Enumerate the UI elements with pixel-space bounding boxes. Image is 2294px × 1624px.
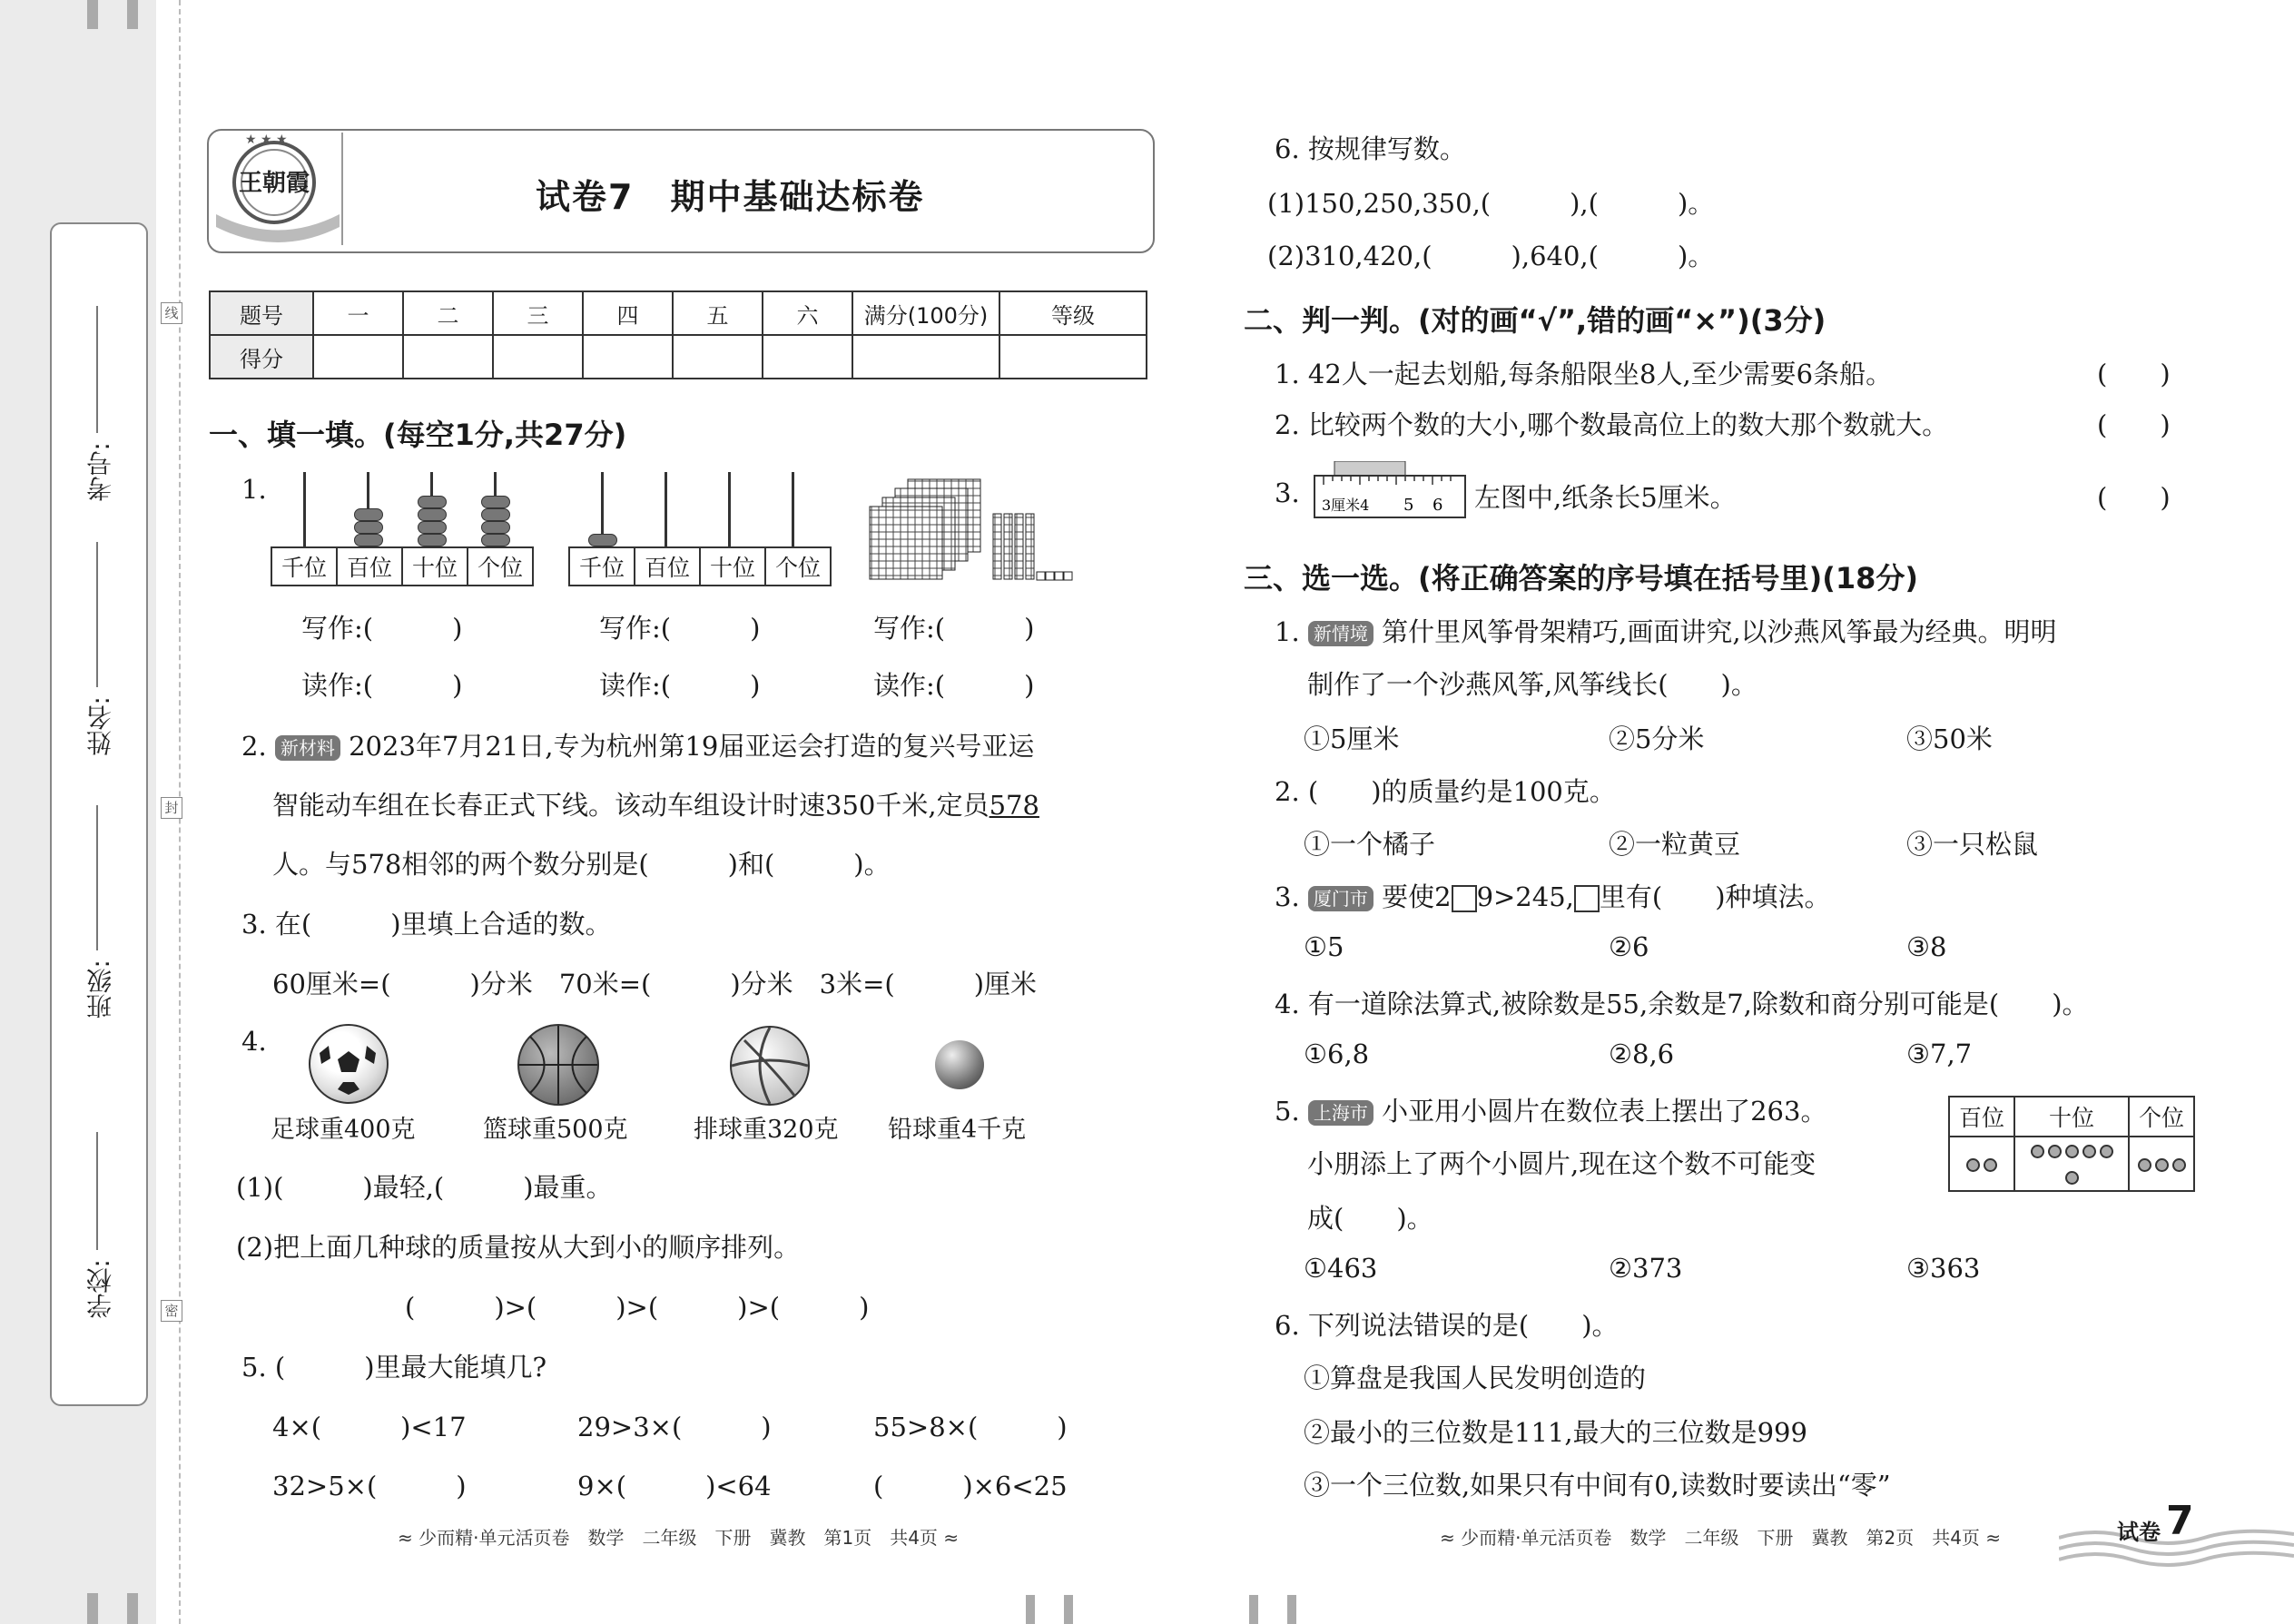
q2 xyxy=(241,726,1034,763)
abacus-1-label: 个位 xyxy=(477,555,523,581)
score-header-row xyxy=(210,291,1147,335)
score-header: 等级 xyxy=(999,291,1147,335)
score-cell[interactable] xyxy=(852,335,999,379)
bottom-stub-3 xyxy=(1026,1595,1035,1624)
top-stub-1 xyxy=(87,0,98,29)
judge-item-3: 左图中,纸条长5厘米。 xyxy=(1474,482,1737,513)
q2-line2 xyxy=(272,785,1039,822)
svg-text:★ ★ ★: ★ ★ ★ xyxy=(245,133,288,147)
choice-option[interactable]: ①6,8 xyxy=(1304,1038,1370,1069)
q1-write-2[interactable]: 写作:( ) xyxy=(599,613,761,644)
blank-box xyxy=(1574,885,1600,912)
choice-option[interactable]: ②6 xyxy=(1609,931,1649,962)
exam-title: 试卷7 期中基础达标卷 xyxy=(536,177,925,217)
q2-underlined-number: 578 xyxy=(989,790,1039,821)
abacus-1-label: 十位 xyxy=(403,548,468,585)
q3-text: 在( )里填上合适的数。 xyxy=(274,909,612,940)
q5-item[interactable]: ( )×6<25 xyxy=(873,1471,1068,1501)
q1-read-3[interactable]: 读作:( ) xyxy=(873,670,1035,701)
score-header: 四 xyxy=(583,291,673,335)
score-cell[interactable] xyxy=(999,335,1147,379)
ball-label-soccer: 足球重400克 xyxy=(271,1116,416,1144)
choice-option[interactable]: ③8 xyxy=(1906,931,1947,962)
section-1-title: 一、填一填。(每空1分,共27分) xyxy=(209,418,627,452)
choice-q3-text-a: 要使2 xyxy=(1382,881,1452,912)
score-header: 题号 xyxy=(210,291,313,335)
score-cell[interactable] xyxy=(403,335,493,379)
abacus-1-label: 百位 xyxy=(338,548,403,585)
score-cell[interactable] xyxy=(493,335,583,379)
name-line[interactable] xyxy=(96,542,98,687)
q4-number: 4. xyxy=(241,1026,267,1057)
cut-mark-seal: 封 xyxy=(161,797,182,819)
choice-option[interactable]: ①463 xyxy=(1304,1253,1378,1284)
choice-option[interactable]: ①一个橘子 xyxy=(1304,829,1436,860)
choice-q4[interactable]: 4. 有一道除法算式,被除数是55,余数是7,除数和商分别可能是( )。 xyxy=(1275,989,2089,1019)
choice-option[interactable]: ①算盘是我国人民发明创造的 xyxy=(1304,1363,1647,1393)
ball-label-volleyball: 排球重320克 xyxy=(694,1116,839,1144)
footer-right: ≈ 少而精·单元活页卷 数学 二年级 下册 冀教 第2页 共4页 ≈ xyxy=(1440,1527,2002,1549)
ruler-label: 6 xyxy=(1433,496,1443,515)
q1-write-1[interactable]: 写作:( ) xyxy=(301,613,463,644)
top-stub-2 xyxy=(127,0,138,29)
bottom-stub-1 xyxy=(87,1593,98,1624)
choice-option[interactable]: ①5厘米 xyxy=(1304,723,1400,754)
bottom-stub-4 xyxy=(1064,1595,1073,1624)
judge-answer-1[interactable]: ( ) xyxy=(2097,359,2171,389)
bottom-stub-5 xyxy=(1249,1595,1258,1624)
score-header: 一 xyxy=(313,291,403,335)
abacus-2-label: 千位 xyxy=(570,548,635,585)
choice-q3-text-c: 里有( )种填法。 xyxy=(1599,881,1831,912)
q5 xyxy=(241,1347,546,1384)
score-cell[interactable] xyxy=(763,335,852,379)
student-info-box xyxy=(50,222,148,1406)
q2-line3[interactable]: 人。与578相邻的两个数分别是( )和( )。 xyxy=(272,849,891,880)
hundreds-dots xyxy=(1949,1137,2014,1191)
choice-q1-number: 1. xyxy=(1275,616,1300,647)
logo-text: 王朝霞 xyxy=(238,170,310,197)
place-value-header: 十位 xyxy=(2014,1097,2129,1137)
place-value-header: 个位 xyxy=(2129,1097,2194,1137)
q1-number: 1. xyxy=(241,474,267,505)
abacus-2 xyxy=(568,472,827,586)
abacus-2-label: 百位 xyxy=(635,548,701,585)
q5-text: ( )里最大能填几? xyxy=(274,1352,547,1383)
q4-sub2: (2)把上面几种球的质量按从大到小的顺序排列。 xyxy=(236,1232,801,1263)
ruler-label: 3厘米4 xyxy=(1322,497,1370,514)
basketball-image xyxy=(517,1024,599,1106)
score-header: 三 xyxy=(493,291,583,335)
abacus-2-label: 十位 xyxy=(701,548,766,585)
choice-q1-badge: 新情境 xyxy=(1308,621,1373,646)
abacus-1 xyxy=(271,472,529,586)
score-header: 六 xyxy=(763,291,852,335)
choice-option[interactable]: ③一个三位数,如果只有中间有0,读数时要读出“零” xyxy=(1304,1470,1891,1501)
score-header: 五 xyxy=(673,291,763,335)
q5-item[interactable]: 55>8×( ) xyxy=(873,1412,1068,1442)
exam-number-line[interactable] xyxy=(96,306,98,433)
shot-put-image xyxy=(935,1040,984,1089)
choice-option[interactable]: ③363 xyxy=(1906,1253,1981,1284)
choice-q6[interactable]: 6. 下列说法错误的是( )。 xyxy=(1275,1310,1619,1341)
judge-answer-2[interactable]: ( ) xyxy=(2097,409,2171,440)
judge-item-2: 2. 比较两个数的大小,哪个数最高位上的数大那个数就大。 xyxy=(1275,409,1949,440)
q2-line1: 2023年7月21日,专为杭州第19届亚运会打造的复兴号亚运 xyxy=(349,731,1035,762)
page-label: 试卷 xyxy=(2117,1520,2161,1545)
q6-text: 6. 按规律写数。 xyxy=(1275,133,1466,164)
cut-mark-line: 线 xyxy=(161,302,182,324)
ball-label-basketball: 篮球重500克 xyxy=(483,1116,628,1144)
choice-q5-badge: 上海市 xyxy=(1308,1100,1373,1126)
judge-answer-3[interactable]: ( ) xyxy=(2097,482,2171,513)
choice-q1-line1: 第什里风筝骨架精巧,画面讲究,以沙燕风筝最为经典。明明 xyxy=(1382,616,2057,647)
q5-item[interactable]: 32>5×( ) xyxy=(272,1471,467,1501)
choice-q1 xyxy=(1275,612,2057,649)
q1-read-2[interactable]: 读作:( ) xyxy=(599,670,761,701)
choice-q3-badge: 厦门市 xyxy=(1308,886,1373,911)
score-cell[interactable] xyxy=(673,335,763,379)
name-label: 姓名: xyxy=(85,696,115,756)
cut-mark-secret: 密 xyxy=(161,1300,182,1322)
q6-sub1[interactable]: (1)150,250,350,( ),( )。 xyxy=(1267,188,1715,219)
footer-left: ≈ 少而精·单元活页卷 数学 二年级 下册 冀教 第1页 共4页 ≈ xyxy=(398,1527,960,1549)
blank-box[interactable] xyxy=(1452,885,1477,912)
q3-number: 3. xyxy=(241,909,267,940)
q1-read-1[interactable]: 读作:( ) xyxy=(301,670,463,701)
score-row-label: 得分 xyxy=(210,335,313,379)
place-value-header: 百位 xyxy=(1949,1097,2014,1137)
page-number: 7 xyxy=(2166,1498,2194,1544)
choice-option[interactable]: ②最小的三位数是111,最大的三位数是999 xyxy=(1304,1417,1807,1448)
ball-label-shot-put: 铅球重4千克 xyxy=(888,1116,1027,1144)
q2-badge: 新材料 xyxy=(275,735,340,761)
choice-option[interactable]: ③50米 xyxy=(1906,723,1993,754)
class-line[interactable] xyxy=(96,805,98,950)
score-table xyxy=(209,290,1147,379)
choice-q5-line1: 小亚用小圆片在数位表上摆出了263。 xyxy=(1382,1096,1827,1127)
ruler-image xyxy=(1313,461,1467,521)
judge-item-3-number: 3. xyxy=(1275,477,1300,508)
brand-logo xyxy=(211,133,345,245)
q5-item[interactable]: 9×( )<64 xyxy=(577,1471,772,1501)
score-cell[interactable] xyxy=(313,335,403,379)
choice-q5 xyxy=(1275,1091,1826,1128)
abacus-2-label: 个位 xyxy=(774,555,821,581)
judge-item-1: 1. 42人一起去划船,每条船限坐8人,至少需要6条船。 xyxy=(1275,359,1893,389)
choice-option[interactable]: ②373 xyxy=(1609,1253,1683,1284)
choice-q3 xyxy=(1275,877,1831,914)
volleyball-image xyxy=(730,1026,810,1106)
ruler-label: 5 xyxy=(1403,496,1414,515)
section-3-title: 三、选一选。(将正确答案的序号填在括号里)(18分) xyxy=(1244,561,1919,595)
q4-order[interactable]: ( )>( )>( )>( ) xyxy=(405,1292,870,1323)
ones-dots xyxy=(2129,1137,2194,1191)
q1-write-3[interactable]: 写作:( ) xyxy=(873,613,1035,644)
bottom-stub-2 xyxy=(127,1593,138,1624)
score-header: 满分(100分) xyxy=(852,291,999,335)
q6-sub2[interactable]: (2)310,420,( ),640,( )。 xyxy=(1267,241,1715,271)
choice-q1-line2[interactable]: 制作了一个沙燕风筝,风筝线长( )。 xyxy=(1307,669,1757,700)
soccer-ball-image xyxy=(309,1024,389,1104)
choice-option[interactable]: ③一只松鼠 xyxy=(1906,829,2039,860)
choice-q2[interactable]: 2. ( )的质量约是100克。 xyxy=(1275,776,1616,807)
q2-number: 2. xyxy=(241,731,267,762)
score-row xyxy=(210,335,1147,379)
class-label: 班级: xyxy=(85,960,115,1019)
q2-line2-text: 智能动车组在长春正式下线。该动车组设计时速350千米,定员 xyxy=(272,790,989,821)
q3-conversions[interactable]: 60厘米=( )分米 70米=( )分米 3米=( )厘米 xyxy=(272,969,1038,999)
q5-number: 5. xyxy=(241,1352,267,1383)
q5-item[interactable]: 4×( )<17 xyxy=(272,1412,467,1442)
choice-q5-number: 5. xyxy=(1275,1096,1300,1127)
choice-q5-line3[interactable]: 成( )。 xyxy=(1307,1203,1433,1234)
choice-option[interactable]: ③7,7 xyxy=(1906,1038,1973,1069)
choice-option[interactable]: ②5分米 xyxy=(1609,723,1705,754)
choice-q5-line2: 小朋添上了两个小圆片,现在这个数不可能变 xyxy=(1307,1148,1816,1179)
bottom-stub-6 xyxy=(1287,1595,1296,1624)
choice-q3-text-b: 9>245, xyxy=(1476,881,1574,912)
score-header: 二 xyxy=(403,291,493,335)
choice-q3-number: 3. xyxy=(1275,881,1300,912)
exam-number-label: 考号: xyxy=(85,442,115,502)
abacus-1-label: 千位 xyxy=(272,548,338,585)
score-cell[interactable] xyxy=(583,335,673,379)
q4-sub1[interactable]: (1)( )最轻,( )最重。 xyxy=(236,1172,613,1203)
title-divider xyxy=(341,133,343,245)
base-ten-blocks-image xyxy=(857,474,1084,590)
section-2-title: 二、判一判。(对的画“√”,错的画“×”)(3分) xyxy=(1244,303,1826,338)
school-line[interactable] xyxy=(96,1132,98,1250)
choice-option[interactable]: ②一粒黄豆 xyxy=(1609,829,1741,860)
choice-option[interactable]: ①5 xyxy=(1304,931,1344,962)
q5-item[interactable]: 29>3×( ) xyxy=(577,1412,772,1442)
place-value-table xyxy=(1948,1096,2195,1192)
school-label: 学校: xyxy=(85,1259,115,1319)
choice-option[interactable]: ②8,6 xyxy=(1609,1038,1675,1069)
tens-dots xyxy=(2014,1137,2129,1191)
q3 xyxy=(241,904,612,941)
